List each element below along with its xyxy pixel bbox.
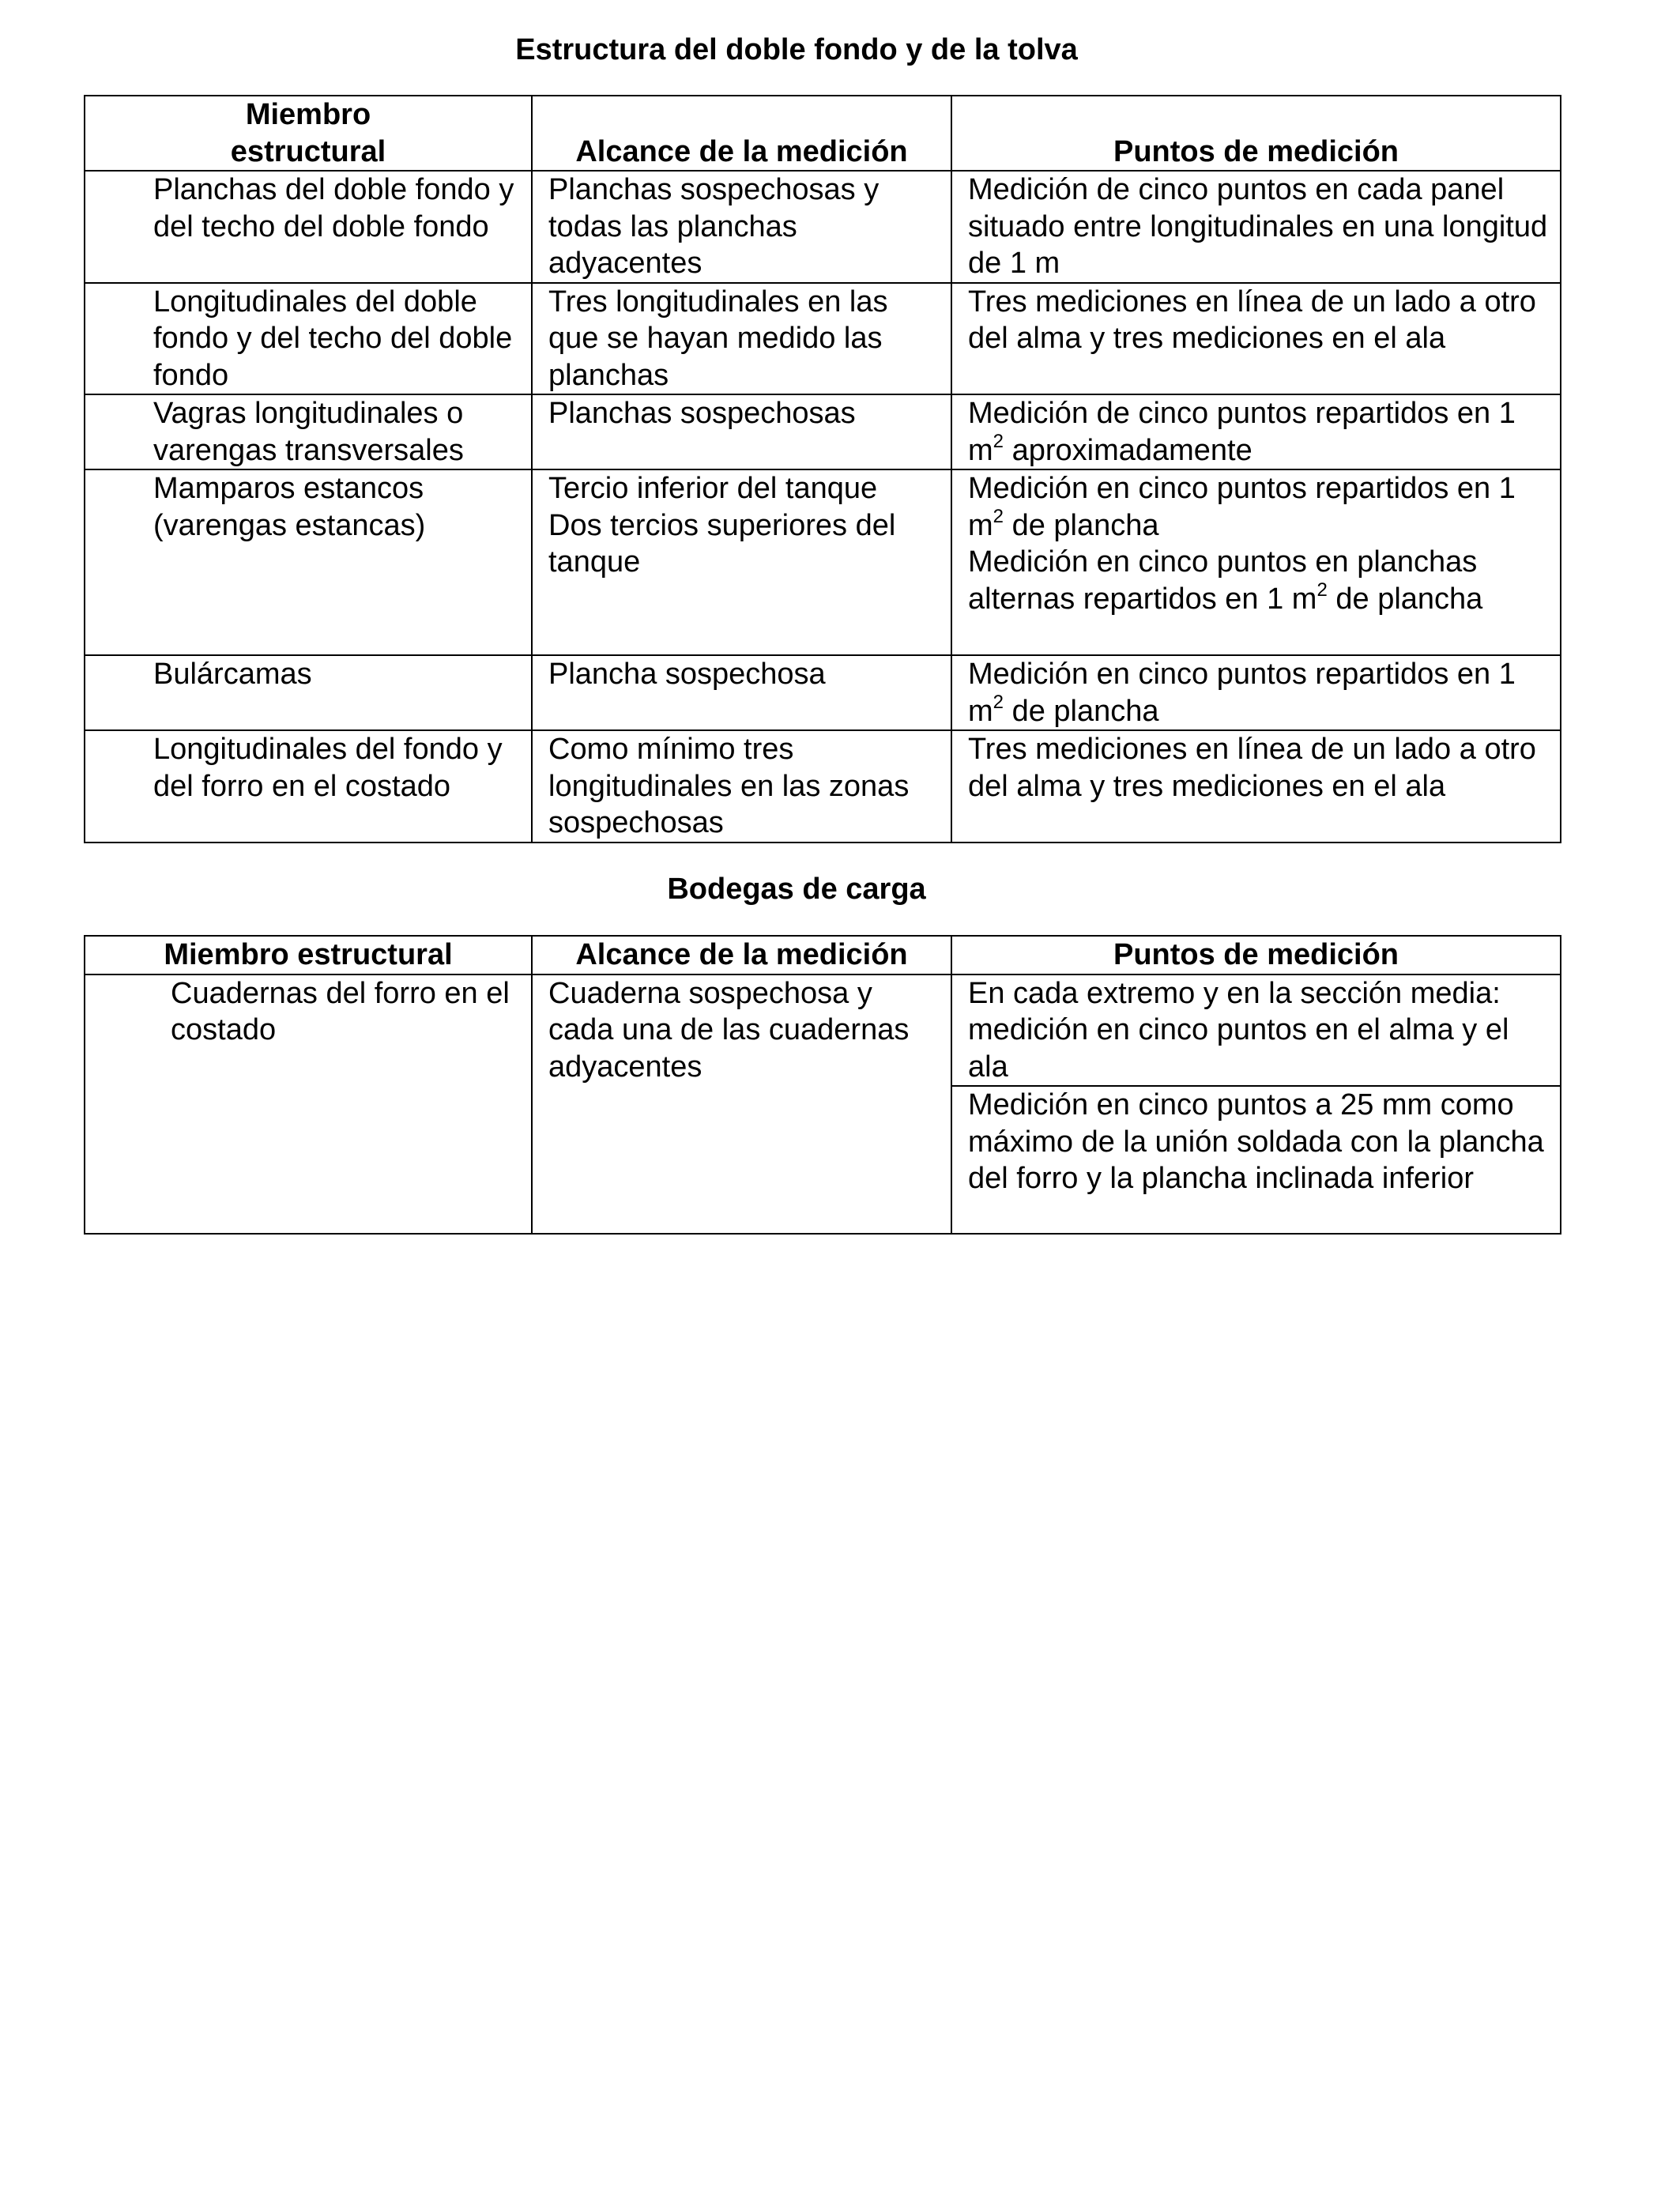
header-structural-member: Miembro estructural xyxy=(85,936,532,974)
measurement-points-cell: Tres mediciones en línea de un lado a otro del alma y tres mediciones en el ala xyxy=(951,730,1561,843)
measurement-points-text: de plancha xyxy=(1004,508,1159,542)
measurement-points-cell: Medición en cinco puntos a 25 mm como máximo de la unión soldada con la plancha del forro y la plancha inclinada inferior xyxy=(951,1086,1561,1234)
measurement-scope-cell: Cuaderna sospechosa y cada una de las cuadernas adyacentes xyxy=(532,974,951,1235)
measurement-scope-cell: Planchas sospechosas xyxy=(532,394,951,469)
structural-member-cell: Mamparos estancos (varengas estancas) xyxy=(85,469,532,655)
measurement-scope-cell: Planchas sospechosas y todas las planchas adyacentes xyxy=(532,171,951,283)
structural-member-cell: Vagras longitudinales o varengas transversales xyxy=(85,394,532,469)
header-measurement-scope: Alcance de la medición xyxy=(532,96,951,171)
structural-member-cell: Planchas del doble fondo y del techo del doble fondo xyxy=(85,171,532,283)
measurement-points-text: Medición en cinco puntos repartidos en 1 m xyxy=(968,658,1516,728)
measurement-points-cell xyxy=(951,469,1561,655)
table-header-row xyxy=(85,936,1561,974)
measurement-scope-line: Dos tercios superiores del tanque xyxy=(548,508,896,579)
table-row xyxy=(85,974,1561,1087)
superscript-exponent: 2 xyxy=(993,505,1004,527)
measurement-points-text: aproximadamente xyxy=(1004,433,1252,467)
measurement-points-line xyxy=(968,470,1554,544)
cargo-holds-table xyxy=(84,935,1561,1235)
table-row xyxy=(85,283,1561,395)
header-measurement-points: Puntos de medición xyxy=(951,96,1561,171)
header-measurement-scope: Alcance de la medición xyxy=(532,936,951,974)
table-row xyxy=(85,730,1561,843)
table-row xyxy=(85,394,1561,469)
measurement-points-line xyxy=(968,544,1554,617)
measurement-points-text: de plancha xyxy=(1327,582,1483,616)
measurement-points-text: Medición de cinco puntos repartidos en 1 m xyxy=(968,397,1516,467)
section-title-double-bottom: Estructura del doble fondo y de la tolva xyxy=(515,33,1078,66)
superscript-exponent: 2 xyxy=(993,430,1004,452)
measurement-points-cell: En cada extremo y en la sección media: medición en cinco puntos en el alma y el ala xyxy=(951,974,1561,1087)
double-bottom-table xyxy=(84,95,1561,843)
table-row xyxy=(85,655,1561,730)
measurement-scope-cell: Tres longitudinales en las que se hayan medido las planchas xyxy=(532,283,951,395)
measurement-scope-cell: Plancha sospechosa xyxy=(532,655,951,730)
measurement-scope-line: Tercio inferior del tanque xyxy=(548,472,878,505)
measurement-points-cell xyxy=(951,655,1561,730)
section-title-cargo-holds: Bodegas de carga xyxy=(667,873,926,906)
table-header-row xyxy=(85,96,1561,171)
measurement-points-text: de plancha xyxy=(1004,694,1159,728)
table-row xyxy=(85,469,1561,655)
measurement-scope-cell xyxy=(532,469,951,655)
measurement-points-cell: Tres mediciones en línea de un lado a otro del alma y tres mediciones en el ala xyxy=(951,283,1561,395)
structural-member-cell: Cuadernas del forro en el costado xyxy=(85,974,532,1235)
structural-member-cell: Longitudinales del doble fondo y del techo del doble fondo xyxy=(85,283,532,395)
structural-member-cell: Longitudinales del fondo y del forro en el costado xyxy=(85,730,532,843)
measurement-points-cell xyxy=(951,394,1561,469)
header-measurement-points: Puntos de medición xyxy=(951,936,1561,974)
superscript-exponent: 2 xyxy=(993,691,1004,713)
structural-member-cell: Bulárcamas xyxy=(85,655,532,730)
measurement-points-cell: Medición de cinco puntos en cada panel situado entre longitudinales en una longitud de 1 m xyxy=(951,171,1561,283)
measurement-points-text: Medición en cinco puntos repartidos en 1 m xyxy=(968,472,1516,542)
superscript-exponent: 2 xyxy=(1317,579,1328,601)
header-structural-member: Miembro estructural xyxy=(85,96,532,171)
measurement-points-text: Medición en cinco puntos en planchas alternas repartidos en 1 m xyxy=(968,545,1478,616)
measurement-scope-cell: Como mínimo tres longitudinales en las zonas sospechosas xyxy=(532,730,951,843)
table-row xyxy=(85,171,1561,283)
